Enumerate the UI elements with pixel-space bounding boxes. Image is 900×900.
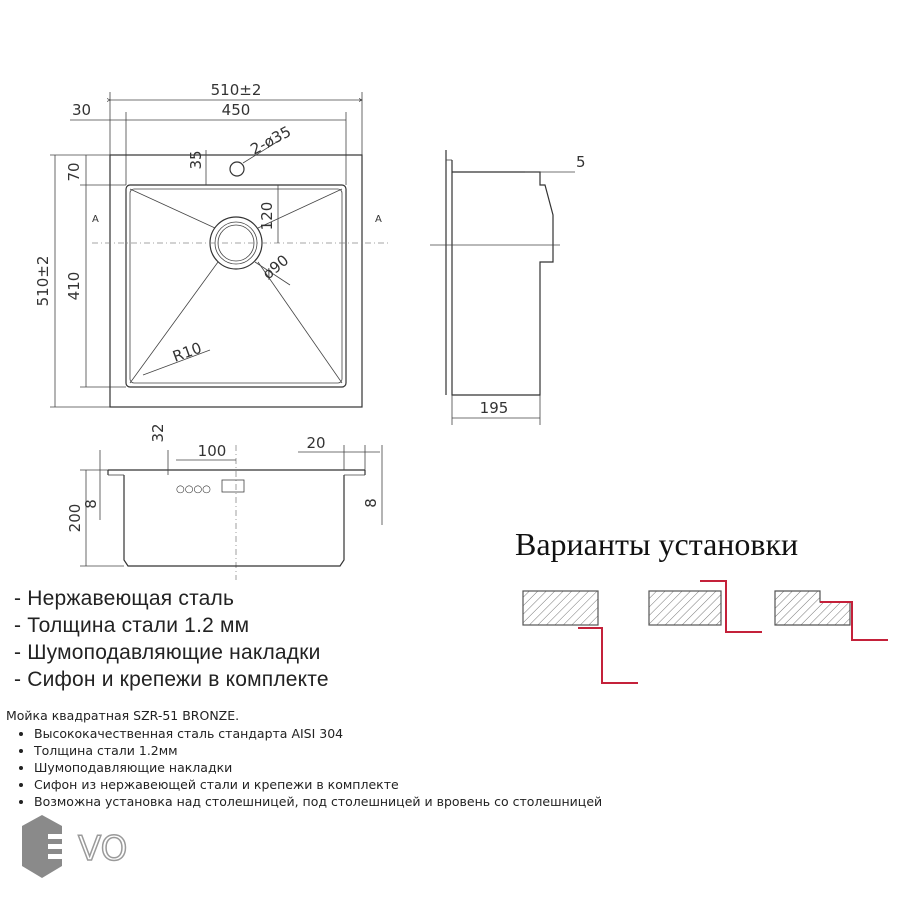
description-item: • Возможна установка над столешницей, под столешницей и вровень со столешницей (34, 793, 602, 810)
sink-bowl (126, 185, 346, 387)
description-item: • Высококачественная сталь стандарта AISI 304 (34, 725, 602, 742)
front-view (66, 423, 382, 566)
feature-3: - Шумоподавляющие накладки (14, 641, 321, 664)
product-description (6, 708, 602, 810)
side-profile (452, 160, 553, 395)
side-view (430, 150, 586, 425)
svg-text:VO: VO (78, 829, 128, 869)
feature-1: - Нержавеющая сталь (14, 587, 235, 610)
dim-front-8-left: 8 (82, 499, 100, 509)
description-list (6, 725, 602, 810)
install-options-title: Варианты установки (515, 526, 799, 562)
install-option-flush (775, 591, 888, 640)
description-item: • Толщина стали 1.2мм (34, 742, 602, 759)
dim-side-5: 5 (576, 153, 586, 171)
install-option-overmount (649, 581, 762, 632)
description-title: Мойка квадратная SZR-51 BRONZE. (6, 708, 240, 723)
dim-drain-offset: 120 (258, 201, 276, 231)
description-item: • Сифон из нержавеющей стали и крепежи в комплекте (34, 776, 602, 793)
sink-outer-rim (110, 155, 362, 407)
dim-overall-width: 510±2 (210, 81, 262, 99)
dim-front-20: 20 (306, 434, 326, 452)
dim-top-70: 70 (65, 162, 83, 182)
dim-hole-dia: 2-ø35 (247, 122, 295, 159)
description-item: • Шумоподавляющие накладки (34, 759, 602, 776)
dim-drain-dia: ø90 (259, 251, 293, 284)
dim-front-32: 32 (149, 423, 167, 443)
dim-inner-width: 450 (221, 101, 251, 119)
dim-radius: R10 (170, 338, 205, 366)
feature-4: - Сифон и крепежи в комплекте (14, 668, 329, 691)
dim-flange-30: 30 (72, 101, 92, 119)
evo-logo (18, 812, 168, 882)
dim-front-200: 200 (66, 503, 84, 533)
tap-hole (230, 162, 244, 176)
dim-overall-height: 510±2 (34, 255, 52, 307)
dim-front-100: 100 (197, 442, 227, 460)
dim-hole-35: 35 (187, 150, 205, 170)
feature-2: - Толщина стали 1.2 мм (14, 614, 250, 637)
dim-front-8-right: 8 (362, 498, 380, 508)
dim-inner-height: 410 (65, 271, 83, 301)
install-option-undermount (523, 591, 638, 683)
section-mark-right: A (375, 214, 382, 225)
front-bowl (124, 475, 344, 566)
dim-side-195: 195 (479, 399, 509, 417)
overflow-holes: ○○○○ (176, 484, 211, 495)
section-mark-left: A (92, 214, 99, 225)
